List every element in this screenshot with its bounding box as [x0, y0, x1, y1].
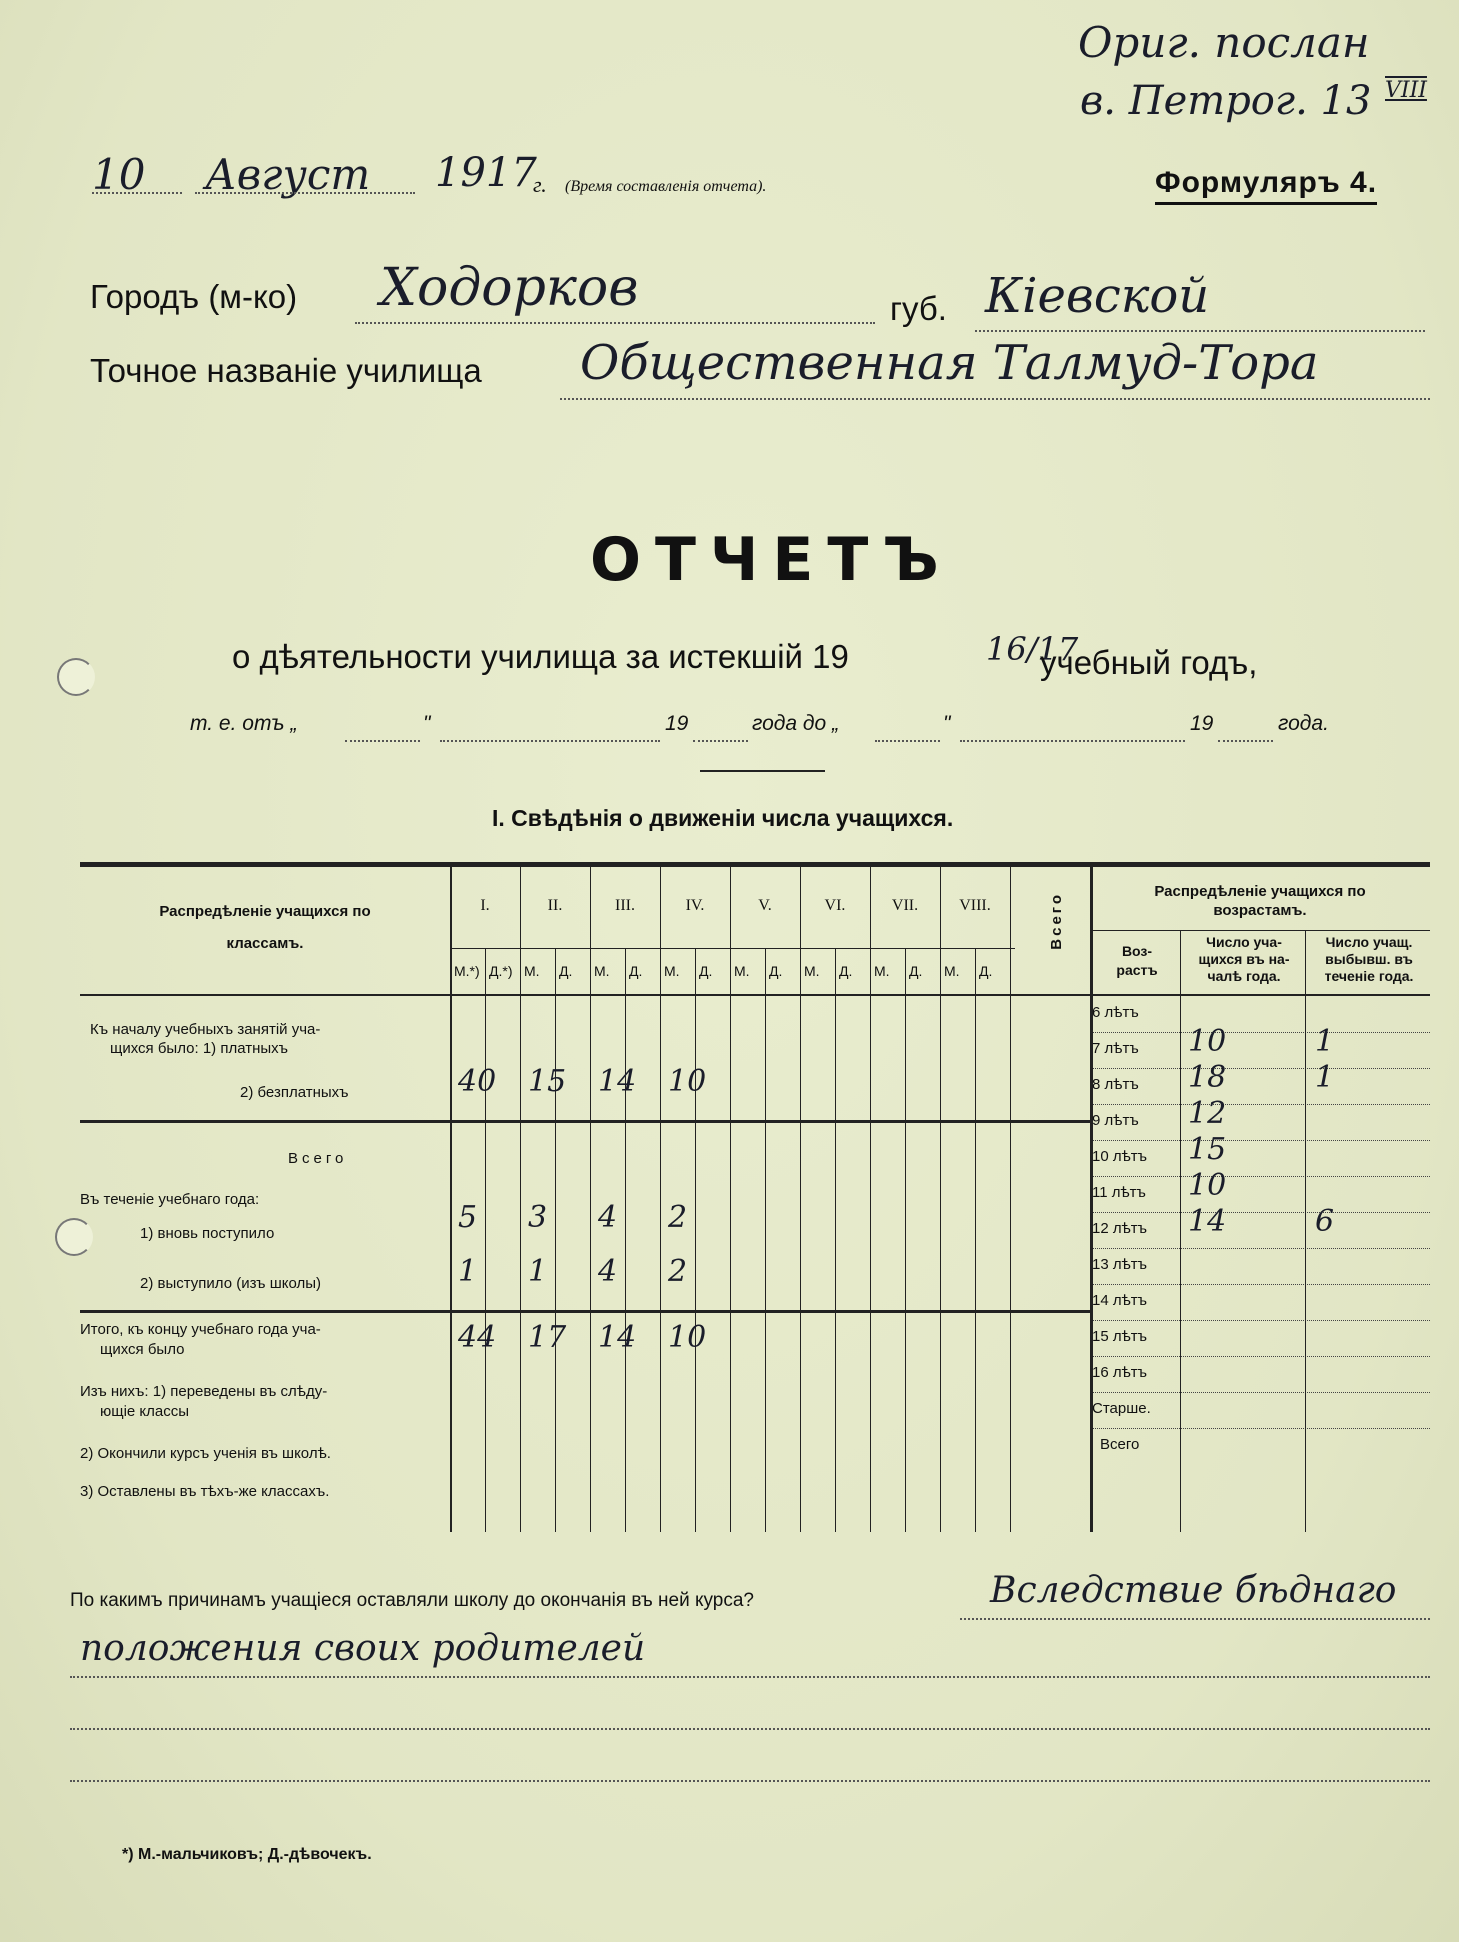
age-label: Старше. — [1092, 1400, 1151, 1417]
report-title: ОТЧЕТЪ — [590, 525, 953, 595]
top-note-line2: в. Петрог. 13 — [1080, 78, 1372, 124]
class-header-3: III. — [615, 897, 635, 914]
report-year: 1917 — [435, 150, 537, 196]
report-subtitle-post: учебный годъ, — [1040, 644, 1258, 681]
form-label: Формуляръ 4. — [1155, 166, 1377, 205]
period-mid: года до „ — [752, 712, 840, 735]
report-month: Август — [205, 150, 371, 199]
age-start-value: 12 — [1188, 1096, 1227, 1131]
divider — [700, 770, 825, 772]
value-new-class-3: 4 — [598, 1200, 618, 1235]
top-note-month: VIII — [1385, 78, 1427, 103]
age-start-value: 14 — [1188, 1204, 1227, 1239]
start-col-header: Число уча- щихся въ на- чалѣ года. — [1198, 934, 1290, 984]
row-label-promoted-2: ющіе классы — [100, 1403, 190, 1420]
value-left-class-2: 1 — [528, 1254, 548, 1289]
age-left-value: 6 — [1315, 1204, 1335, 1239]
age-label: 11 лѣтъ — [1092, 1184, 1146, 1201]
age-col-header: Воз- растъ — [1116, 943, 1158, 978]
gub-value: Кіевской — [985, 268, 1210, 324]
leave-answer-2: положения своих родителей — [80, 1628, 646, 1669]
class-m-label: М. — [664, 963, 680, 979]
row-label-end-1: Итого, къ концу учебнаго года уча- — [80, 1321, 321, 1338]
row-label-promoted-1: Изъ нихъ: 1) переведены въ слѣду- — [80, 1383, 328, 1400]
row-label-kept: 3) Оставлены въ тѣхъ-же классахъ. — [80, 1483, 330, 1500]
class-d-label: Д. — [839, 963, 853, 979]
row-label-total: Всего — [288, 1150, 348, 1167]
class-m-label: М. — [734, 963, 750, 979]
row-label-end-2: щихся было — [100, 1341, 185, 1358]
row-label-finished: 2) Окончили курсъ ученія въ школѣ. — [80, 1445, 331, 1462]
age-left-value: 1 — [1315, 1060, 1335, 1095]
dist-header: Распредѣленіе учащихся по классамъ. — [159, 903, 371, 952]
age-label: 13 лѣтъ — [1092, 1256, 1148, 1273]
class-m-label: М.*) — [454, 963, 480, 979]
school-label: Точное названіе училища — [90, 352, 482, 389]
value-new-class-4: 2 — [668, 1200, 688, 1235]
age-left-value: 1 — [1315, 1024, 1335, 1059]
class-d-label: Д. — [559, 963, 573, 979]
class-header-2: II. — [547, 897, 563, 914]
period-19b: 19 — [1190, 712, 1214, 735]
top-note-line1: Ориг. послан — [1078, 18, 1370, 67]
value-new-class-2: 3 — [528, 1200, 548, 1235]
value-left-class-3: 4 — [598, 1254, 618, 1289]
class-header-4: IV. — [685, 897, 705, 914]
value-end-class-4: 10 — [668, 1320, 707, 1355]
row-label-start-2: щихся было: 1) платныхъ — [110, 1040, 289, 1057]
class-d-label: Д. — [699, 963, 713, 979]
age-label: 7 лѣтъ — [1092, 1040, 1139, 1057]
age-label: 9 лѣтъ — [1092, 1112, 1139, 1129]
period-quote-2: " — [943, 712, 951, 735]
period-quote-1: " — [423, 712, 431, 735]
age-label: 8 лѣтъ — [1092, 1076, 1139, 1093]
class-d-label: Д. — [769, 963, 783, 979]
row-label-during: Въ теченіе учебнаго года: — [80, 1191, 260, 1208]
total-header: Всего — [1048, 892, 1065, 950]
class-header-6: VI. — [824, 897, 846, 914]
age-start-value: 10 — [1188, 1168, 1227, 1203]
report-day: 10 — [92, 150, 146, 199]
class-d-label: Д. — [909, 963, 923, 979]
value-free-class-4: 10 — [668, 1064, 707, 1099]
report-subtitle-pre: о дѣятельности училища за истекшій 19 — [232, 638, 849, 675]
pupils-table — [80, 862, 1430, 1532]
row-label-free: 2) безплатныхъ — [240, 1084, 349, 1101]
value-end-class-1: 44 — [458, 1320, 497, 1355]
row-label-start-1: Къ началу учебныхъ занятій уча- — [90, 1021, 321, 1038]
leave-answer-1: Вследствие бѣднаго — [990, 1570, 1397, 1611]
class-header-7: VII. — [891, 897, 919, 914]
age-label: 6 лѣтъ — [1092, 1004, 1139, 1021]
city-label: Городъ (м-ко) — [90, 278, 298, 315]
class-m-label: М. — [804, 963, 820, 979]
value-new-class-1: 5 — [458, 1200, 478, 1235]
row-label-new: 1) вновь поступило — [140, 1225, 275, 1242]
value-free-class-1: 40 — [458, 1064, 497, 1099]
school-value: Общественная Талмуд-Тора — [580, 335, 1319, 391]
age-label: 12 лѣтъ — [1092, 1220, 1148, 1237]
age-start-value: 15 — [1188, 1132, 1227, 1167]
class-m-label: М. — [944, 963, 960, 979]
period-end: года. — [1278, 712, 1329, 735]
value-free-class-2: 15 — [528, 1064, 567, 1099]
period-from: т. е. отъ „ — [190, 712, 298, 735]
age-label: 14 лѣтъ — [1092, 1292, 1148, 1309]
value-end-class-3: 14 — [598, 1320, 637, 1355]
class-header-1: I. — [480, 897, 490, 914]
footnote: *) М.-мальчиковъ; Д.-дѣвочекъ. — [122, 1846, 372, 1863]
age-start-value: 10 — [1188, 1024, 1227, 1059]
value-left-class-4: 2 — [668, 1254, 688, 1289]
age-label: 10 лѣтъ — [1092, 1148, 1148, 1165]
punch-hole — [57, 658, 95, 696]
left-col-header: Число учащ. выбывш. въ теченіе года. — [1324, 934, 1414, 984]
class-d-label: Д. — [979, 963, 993, 979]
class-m-label: М. — [874, 963, 890, 979]
age-label: Всего — [1100, 1436, 1140, 1453]
city-value: Ходорков — [380, 258, 639, 318]
class-m-label: М. — [524, 963, 540, 979]
row-label-left: 2) выступило (изъ школы) — [140, 1275, 321, 1292]
section-title: I. Свѣдѣнія о движеніи числа учащихся. — [492, 805, 954, 831]
gub-label: губ. — [890, 290, 947, 327]
class-d-label: Д.*) — [489, 963, 513, 979]
age-header: Распредѣленіе учащихся по возрастамъ. — [1154, 883, 1366, 919]
class-d-label: Д. — [629, 963, 643, 979]
value-left-class-1: 1 — [458, 1254, 478, 1289]
period-19a: 19 — [665, 712, 689, 735]
value-free-class-3: 14 — [598, 1064, 637, 1099]
age-label: 16 лѣтъ — [1092, 1364, 1148, 1381]
report-year-suffix: г. — [533, 172, 547, 197]
value-end-class-2: 17 — [528, 1320, 567, 1355]
leave-question: По какимъ причинамъ учащіеся оставляли школу до окончанія въ ней курса? — [70, 1590, 754, 1611]
age-label: 15 лѣтъ — [1092, 1328, 1148, 1345]
report-years: 16/17 — [986, 630, 1079, 668]
age-start-value: 18 — [1188, 1060, 1227, 1095]
time-note: (Время составленія отчета). — [565, 178, 767, 195]
class-header-8: VIII. — [959, 897, 991, 914]
class-header-5: V. — [758, 897, 772, 914]
class-m-label: М. — [594, 963, 610, 979]
